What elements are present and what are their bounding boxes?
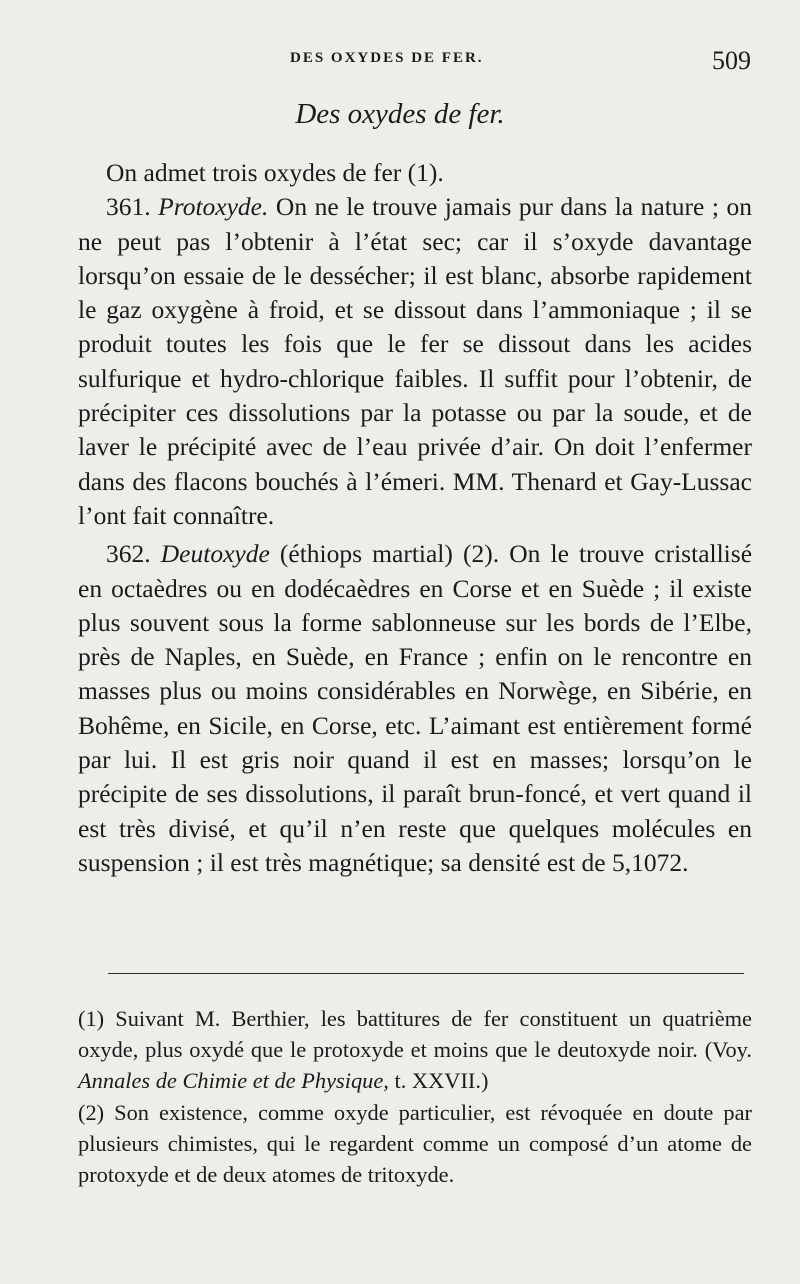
footnote-1 [78,1003,752,1097]
paragraph-term: Protoxyde. [158,192,269,222]
running-head [0,46,800,74]
paragraph-text: (éthiops martial) (2). On le trouve cristallisé en octaèdres ou en dodécaèdres en Corse et en Suède ; il existe plus souvent sous la forme sablonneuse sur les bords de l’Elbe, près de Naples, en Suède, en France ; enfin on le rencontre en masses plus ou moins considérables en Norwège, en Sibérie, en Bohême, en Sicile, en Corse, etc. L’aimant est entièrement formé par lui. Il est gris noir quand il est en masses; lorsqu’on le précipite de ses dissolutions, il paraît brun-foncé, et vert quand il est très divisé, et qu’il n’en reste que quelques molécules en suspension ; il est très magnétique; sa densité est de 5,1072. [78,539,753,877]
footnote-1-tail: t. XXVII.) [394,1068,489,1094]
footnote-1-reference: Annales de Chimie et de Physique, [78,1068,389,1094]
paragraph-362 [78,537,752,880]
footnote-rule [108,973,744,974]
paragraph-number: 361. [106,192,151,222]
paragraph-term: Deutoxyde [160,539,270,569]
paragraph-361 [78,190,752,533]
paragraph-text: On ne le trouve jamais pur dans la nature ; on ne peut pas l’obtenir à l’état sec; car il s’oxyde davantage lorsqu’on essaie de le dessécher; il est blanc, absorbe rapidement le gaz oxygène à froid, et se dissout dans l’ammoniaque ; il se produit toutes les fois que le fer se dissout dans les acides sulfurique et hydro-chlorique faibles. Il suffit pour l’obtenir, de précipiter ces dissolutions par la potasse ou par la soude, et de laver le précipité avec de l’eau privée d’air. On doit l’enfermer dans des flacons bouchés à l’émeri. MM. Thenard et Gay-Lussac l’ont fait connaître. [78,192,752,530]
footnote-1-text: (1) Suivant M. Berthier, les battitures de fer constituent un quatrième oxyde, plus oxydé que le protoxyde et moins que le deutoxyde noir. (Voy. [78,1006,752,1063]
page-number: 509 [712,46,751,75]
main-text [78,156,752,880]
paragraph-number: 362. [106,539,151,569]
footnote-2: (2) Son existence, comme oxyde particulier, est révoquée en doute par plusieurs chimistes, qui le regardent comme un composé d’un atome de protoxyde et de deux atomes de tritoxyde. [78,1099,752,1188]
footnotes [78,1003,752,1190]
intro-paragraph: On admet trois oxydes de fer (1). [106,158,444,187]
running-title: DES OXYDES DE FER. [290,50,484,66]
section-title: Des oxydes de fer. [295,98,505,130]
